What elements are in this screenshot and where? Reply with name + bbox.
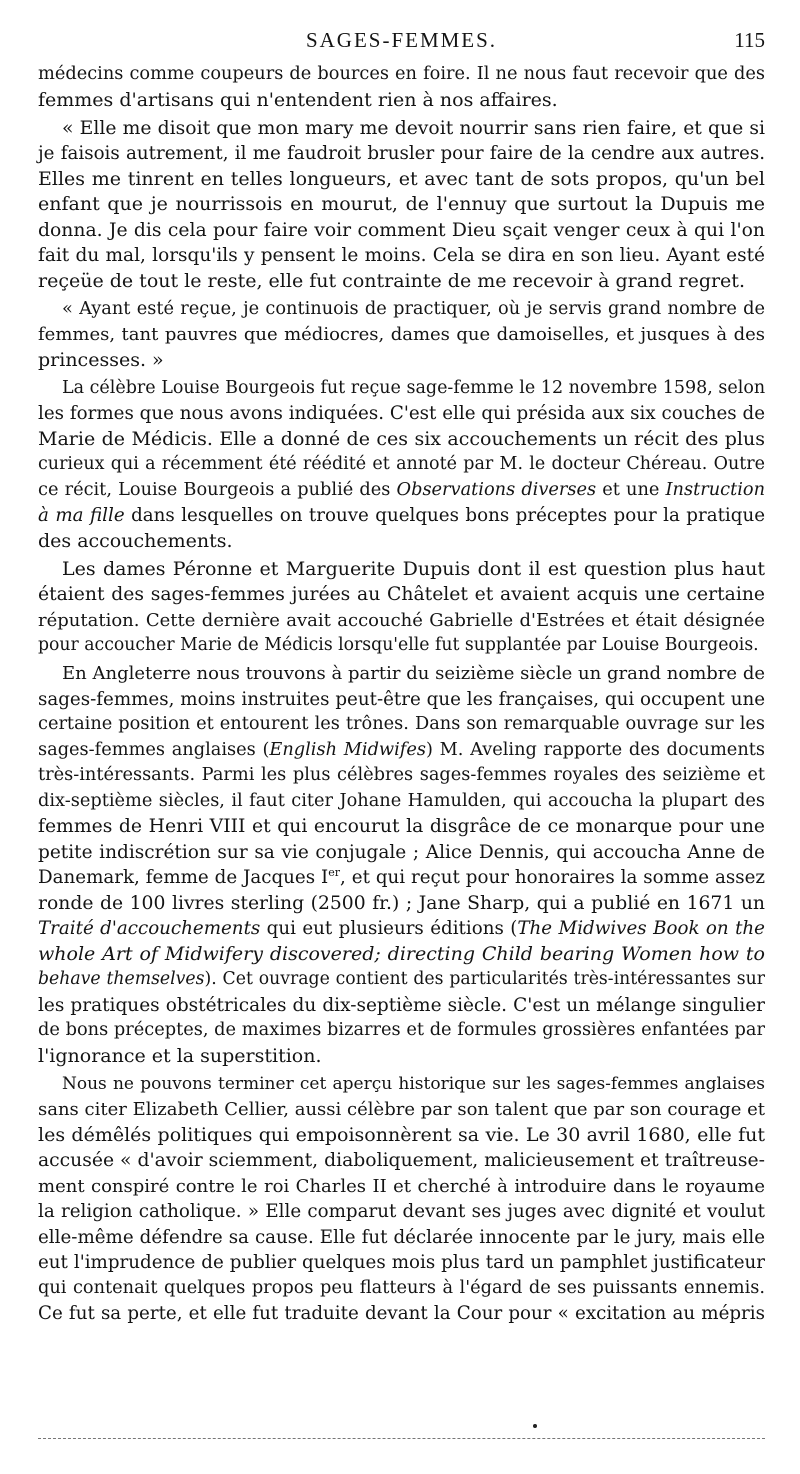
- text-line: sages-femmes, moins instruites peut-être que les françaises, qui occupent une: [38, 688, 765, 710]
- text-line: fait du mal, lorsqu'ils y pensent le moins. Cela se dira en son lieu. Ayant esté: [38, 245, 765, 266]
- text-line: Nous ne pouvons terminer cet aperçu historique sur les sages-femmes anglaises: [62, 1073, 765, 1094]
- text-line: accusée « d'avoir sciemment, diaboliquement, malicieusement et traîtreuse-: [38, 1150, 765, 1171]
- text-line: behave themselves). Cet ouvrage contient des particularités très-intéressantes sur: [38, 969, 766, 989]
- text-line: Marie de Médicis. Elle a donné de ces six accouchements un récit des plus: [38, 427, 765, 450]
- text-line: très-intéressants. Parmi les plus célèbres sages-femmes royales des seizième et: [38, 765, 765, 785]
- text-line: Les dames Péronne et Marguerite Dupuis dont il est question plus haut: [62, 557, 765, 580]
- text-line: ment conspiré contre le roi Charles II et cherché à introduire dans le royaume: [38, 1175, 765, 1197]
- text-line: étaient des sages-femmes jurées au Châtelet et avaient acquis une certaine: [38, 584, 765, 605]
- text-line: les formes que nous avons indiquées. C'est elle qui présida aux six couches de: [38, 403, 765, 424]
- text-line: certaine position et entourent les trônes. Dans son remarquable ouvrage sur les: [38, 714, 765, 734]
- text-line: Ce fut sa perte, et elle fut traduite devant la Cour pour « excitation au mépris: [38, 1303, 765, 1324]
- footer-rule: [38, 1438, 765, 1439]
- text-line: elle-même défendre sa cause. Elle fut déclarée innocente par le jury, mais elle: [38, 1226, 765, 1248]
- text-line: ce récit, Louise Bourgeois a publié des Observations diverses et une Instruction: [38, 479, 766, 500]
- text-line: [38, 942, 765, 968]
- text-line: femmes d'artisans qui n'entendent rien à nos affaires.: [38, 88, 558, 111]
- text-line: ronde de 100 livres sterling (2500 fr.) ; Jane Sharp, qui a publié en 1671 un: [38, 892, 765, 914]
- book-title: à ma fille: [38, 505, 125, 526]
- page-number: 115: [734, 28, 765, 52]
- running-head: [38, 8, 765, 52]
- text-line: sages-femmes anglaises (English Midwifes) M. Aveling rapporte des documents: [38, 739, 765, 760]
- text-line: réputation. Cette dernière avait accouché Gabrielle d'Estrées et était désignée: [38, 609, 765, 631]
- text-line: l'ignorance et la superstition.: [38, 1044, 322, 1067]
- text-line: princesses. »: [38, 348, 164, 371]
- text-line: Danemark, femme de Jacques Ier, et qui reçut pour honoraires la somme assez: [38, 865, 766, 888]
- book-title: Instruction: [665, 479, 766, 500]
- text-line: les pratiques obstétricales du dix-septième siècle. C'est un mélange singulier: [38, 994, 765, 1016]
- text-line: eut l'imprudence de publier quelques mois plus tard un pamphlet justificateur: [38, 1252, 765, 1273]
- text-line: les démêlés politiques qui empoisonnèrent sa vie. Le 30 avril 1680, elle fut: [38, 1123, 765, 1146]
- page-speck: [533, 1424, 537, 1428]
- text-line: petite indiscrétion sur sa vie conjugale ; Alice Dennis, qui accoucha Anne de: [38, 841, 765, 863]
- body-text: [38, 62, 765, 1327]
- text-line: « Elle me disoit que mon mary me devoit nourrir sans rien faire, et que si: [62, 117, 765, 139]
- book-title: behave themselves: [38, 969, 205, 989]
- text-line: curieux qui a récemment été réédité et annoté par M. le docteur Chéreau. Outre: [38, 454, 765, 474]
- text-line: je faisois autrement, il me faudroit brusler pour faire de la cendre aux autres.: [38, 143, 765, 164]
- text-line: médecins comme coupeurs de bources en foire. Il ne nous faut recevoir que des: [38, 64, 765, 84]
- text-line: dix-septième siècles, il faut citer Johane Hamulden, qui accoucha la plupart des: [38, 790, 765, 811]
- text-line: donna. Je dis cela pour faire voir comment Dieu sçait venger ceux à qui l'on: [38, 219, 765, 241]
- book-title: whole Art of Midwifery discovered; directing Child bearing Women how to: [38, 942, 765, 965]
- text-line: qui contenait quelques propos peu flatteurs à l'égard de ses puissants ennemis.: [38, 1277, 765, 1298]
- text-line: reçeüe de tout le reste, elle fut contrainte de me recevoir à grand regret.: [38, 269, 745, 292]
- text-line: femmes de Henri VIII et qui encourut la disgrâce de ce monarque pour une: [38, 816, 765, 837]
- text-line: à ma fille dans lesquelles on trouve quelques bons préceptes pour la pratique: [38, 505, 765, 526]
- running-title: SAGES-FEMMES.: [305, 28, 498, 52]
- text-line: la religion catholique. » Elle comparut devant ses juges avec dignité et voulut: [38, 1201, 765, 1222]
- book-title: The Midwives Book on the: [517, 918, 765, 939]
- book-title: English Midwifes: [269, 739, 426, 760]
- superscript: er: [328, 865, 341, 879]
- text-line: La célèbre Louise Bourgeois fut reçue sage-femme le 12 novembre 1598, selon: [62, 377, 766, 398]
- text-line: Elles me tinrent en telles longueurs, et avec tant de sots propos, qu'un bel: [38, 167, 765, 190]
- text-line: Traité d'accouchements qui eut plusieurs éditions (The Midwives Book on the: [38, 918, 765, 939]
- text-line: enfant que je nourrissois en mourut, de l'ennuy que surtout la Dupuis me: [38, 193, 765, 215]
- book-title: Observations diverses: [396, 479, 597, 500]
- text-line: sans citer Elizabeth Cellier, aussi célèbre par son talent que par son courage et: [38, 1099, 765, 1120]
- book-title: Traité d'accouchements: [38, 918, 261, 939]
- text-line: pour accoucher Marie de Médicis lorsqu'elle fut supplantée par Louise Bourgeois.: [38, 635, 759, 655]
- text-line: « Ayant esté reçue, je continuois de practiquer, où je servis grand nombre de: [62, 298, 765, 319]
- text-line: de bons préceptes, de maximes bizarres et de formules grossières enfantées par: [38, 1020, 765, 1040]
- text-line: des accouchements.: [38, 529, 233, 552]
- text-line: En Angleterre nous trouvons à partir du seizième siècle un grand nombre de: [62, 663, 765, 684]
- text-line: femmes, tant pauvres que médiocres, dames que damoiselles, et jusques à des: [38, 324, 765, 345]
